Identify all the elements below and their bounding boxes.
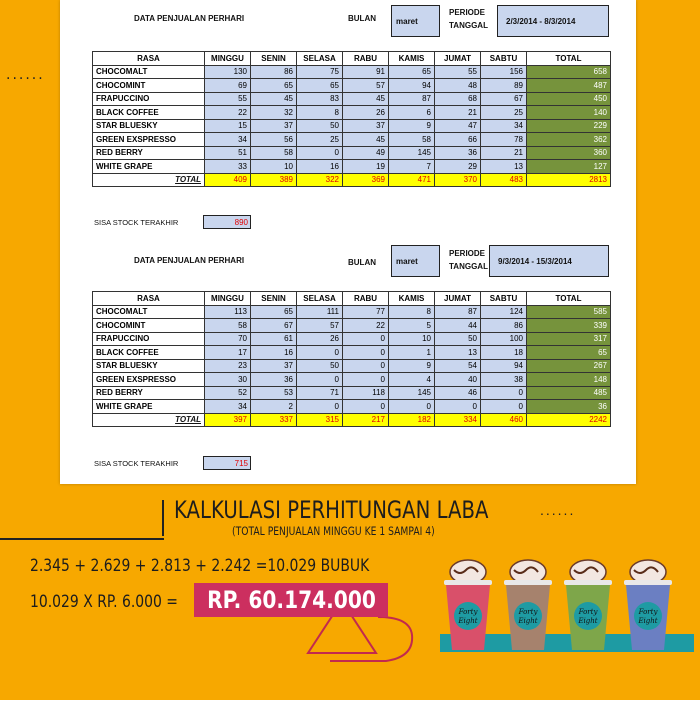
table2-stock-label: SISA STOCK TERAKHIR	[94, 459, 179, 468]
table1-title: DATA PENJUALAN PERHARI	[134, 14, 245, 23]
table1-cell[interactable]: 34	[205, 133, 251, 147]
table1-cell[interactable]: 57	[343, 79, 389, 93]
table2-cell[interactable]: 317	[527, 332, 611, 346]
table1-cell[interactable]: 87	[389, 92, 435, 106]
table1-cell[interactable]: 55	[205, 92, 251, 106]
table1-total-cell[interactable]: 369	[343, 173, 389, 187]
table2-cell[interactable]: 0	[435, 400, 481, 414]
logo-text-line2: Eight	[518, 617, 538, 625]
cup-lid	[504, 580, 552, 585]
table2-header-cell: MINGGU	[205, 292, 251, 306]
table2-bulan-value[interactable]: maret	[391, 245, 440, 277]
table2-cell[interactable]: 44	[435, 319, 481, 333]
table1-total-cell[interactable]: 483	[481, 173, 527, 187]
table1-row	[93, 79, 611, 93]
table2-cell[interactable]: 65	[527, 346, 611, 360]
table1-bulan-label: BULAN	[348, 14, 376, 23]
table2-cell[interactable]: 38	[481, 373, 527, 387]
table1-cell[interactable]: 65	[251, 79, 297, 93]
drink-cup-3	[564, 560, 612, 650]
table2-cell[interactable]: 2	[251, 400, 297, 414]
table1-cell[interactable]: 156	[481, 65, 527, 79]
table2-header-cell: KAMIS	[389, 292, 435, 306]
table2-header-cell: RASA	[93, 292, 205, 306]
table2-cell[interactable]: 585	[527, 305, 611, 319]
table2-bulan-label: BULAN	[348, 258, 376, 267]
table2-cell[interactable]: 124	[481, 305, 527, 319]
table2-cell[interactable]: 34	[205, 400, 251, 414]
left-dots-decoration: ......	[6, 67, 45, 83]
logo-text-line2: Eight	[638, 617, 658, 625]
table2-row	[93, 332, 611, 346]
table2-cell[interactable]: 61	[251, 332, 297, 346]
table1-cell[interactable]: 16	[297, 160, 343, 174]
table2-total-row	[93, 413, 611, 427]
kalkulasi-dots: ......	[540, 502, 576, 518]
table2-header-cell: SABTU	[481, 292, 527, 306]
table2-cell[interactable]: STAR BLUESKY	[93, 359, 205, 373]
table2-cell[interactable]: 10	[389, 332, 435, 346]
table2-cell[interactable]: 5	[389, 319, 435, 333]
table1-cell[interactable]: 33	[205, 160, 251, 174]
logo-text-line2: Eight	[578, 617, 598, 625]
cup-lid	[444, 580, 492, 585]
table2-total-cell[interactable]: 315	[297, 413, 343, 427]
table1-header-cell: SENIN	[251, 52, 297, 66]
table1-cell[interactable]: 140	[527, 106, 611, 120]
table2-cell[interactable]: 0	[297, 400, 343, 414]
table1-cell[interactable]: 360	[527, 146, 611, 160]
table2-cell[interactable]: 23	[205, 359, 251, 373]
table1-cell[interactable]: BLACK COFFEE	[93, 106, 205, 120]
table1-row	[93, 119, 611, 133]
table1-cell[interactable]: 22	[205, 106, 251, 120]
table1-cell[interactable]: 58	[389, 133, 435, 147]
table1-cell[interactable]: 8	[297, 106, 343, 120]
table1-periode-label-1: PERIODE	[449, 8, 486, 17]
table2-cell[interactable]: 54	[435, 359, 481, 373]
table2-cell[interactable]: 77	[343, 305, 389, 319]
table2-cell[interactable]: 4	[389, 373, 435, 387]
table1-cell[interactable]: 37	[251, 119, 297, 133]
table2-row	[93, 319, 611, 333]
table2-total-label: TOTAL	[93, 413, 205, 427]
table1-cell[interactable]: 0	[297, 146, 343, 160]
table2-total-cell[interactable]: 337	[251, 413, 297, 427]
table1-cell[interactable]: 19	[343, 160, 389, 174]
table1-cell[interactable]: 6	[389, 106, 435, 120]
table1-cell[interactable]: 658	[527, 65, 611, 79]
table2-row	[93, 359, 611, 373]
table2-row	[93, 305, 611, 319]
table1-cell[interactable]: 56	[251, 133, 297, 147]
table1-periode-label	[449, 6, 488, 32]
table1-cell[interactable]: 36	[435, 146, 481, 160]
forty-eight-logo	[634, 602, 662, 630]
logo-text-line1: Forty	[458, 608, 478, 616]
table1-cell[interactable]: 25	[297, 133, 343, 147]
table1-cell[interactable]: 145	[389, 146, 435, 160]
table1-cell[interactable]: 91	[343, 65, 389, 79]
table2-cell[interactable]: 94	[481, 359, 527, 373]
table1-header-cell: KAMIS	[389, 52, 435, 66]
table1-header-cell: JUMAT	[435, 52, 481, 66]
kalkulasi-underline	[0, 538, 164, 540]
table2-cell[interactable]: 0	[343, 346, 389, 360]
table1-total-cell[interactable]: 370	[435, 173, 481, 187]
table2-cell[interactable]: 145	[389, 386, 435, 400]
table1-cell[interactable]: 47	[435, 119, 481, 133]
cup-lid	[564, 580, 612, 585]
kalkulasi-result-text: RP. 60.174.000	[206, 586, 376, 614]
table1-cell[interactable]: 34	[481, 119, 527, 133]
kalkulasi-result	[194, 583, 388, 617]
kalkulasi-line1: 2.345 + 2.629 + 2.813 + 2.242 =10.029 BUBUK	[30, 556, 370, 576]
table1-total-row	[93, 173, 611, 187]
table2-cell[interactable]: 100	[481, 332, 527, 346]
table1-cell[interactable]: 130	[205, 65, 251, 79]
table2-cell[interactable]: 0	[343, 373, 389, 387]
table1-total-cell[interactable]: 2813	[527, 173, 611, 187]
table2-cell[interactable]: 113	[205, 305, 251, 319]
table2-sales	[92, 291, 611, 427]
table1-header-cell: RABU	[343, 52, 389, 66]
forty-eight-logo	[574, 602, 602, 630]
table1-stock-label: SISA STOCK TERAKHIR	[94, 218, 179, 227]
table2-total-cell[interactable]: 217	[343, 413, 389, 427]
table1-cell[interactable]: 45	[343, 133, 389, 147]
table1-cell[interactable]: 10	[251, 160, 297, 174]
drink-cup-1	[444, 560, 492, 650]
table2-cell[interactable]: 22	[343, 319, 389, 333]
table2-cell[interactable]: 71	[297, 386, 343, 400]
table1-cell[interactable]: 13	[481, 160, 527, 174]
kalkulasi-divider	[162, 500, 164, 536]
table1-cell[interactable]: 29	[435, 160, 481, 174]
table1-header-cell: MINGGU	[205, 52, 251, 66]
table1-cell[interactable]: 50	[297, 119, 343, 133]
kalkulasi-line2: 10.029 X RP. 6.000 =	[30, 592, 178, 612]
table2-cell[interactable]: 36	[527, 400, 611, 414]
table2-cell[interactable]: 0	[481, 400, 527, 414]
table2-cell[interactable]: 111	[297, 305, 343, 319]
table2-periode-label-2: TANGGAL	[449, 262, 488, 271]
table1-cell[interactable]: 45	[343, 92, 389, 106]
table1-cell[interactable]: 68	[435, 92, 481, 106]
drink-cup-2	[504, 560, 552, 650]
table2-cell[interactable]: BLACK COFFEE	[93, 346, 205, 360]
table2-total-cell[interactable]: 334	[435, 413, 481, 427]
table2-cell[interactable]: 267	[527, 359, 611, 373]
table1-cell[interactable]: 15	[205, 119, 251, 133]
table2-cell[interactable]: 0	[297, 373, 343, 387]
table1-periode-label-2: TANGGAL	[449, 21, 488, 30]
table2-row	[93, 386, 611, 400]
table2-header-cell: SELASA	[297, 292, 343, 306]
table1-cell[interactable]: 26	[343, 106, 389, 120]
cup-lid	[624, 580, 672, 585]
table1-cell[interactable]: 78	[481, 133, 527, 147]
table2-cell[interactable]: CHOCOMALT	[93, 305, 205, 319]
table2-periode-label	[449, 247, 488, 273]
table2-cell[interactable]: 0	[481, 386, 527, 400]
table2-cell[interactable]: 0	[343, 400, 389, 414]
table2-header-cell: TOTAL	[527, 292, 611, 306]
table1-cell[interactable]: FRAPUCCINO	[93, 92, 205, 106]
table1-cell[interactable]: RED BERRY	[93, 146, 205, 160]
table1-total-cell[interactable]: 322	[297, 173, 343, 187]
table1-cell[interactable]: 7	[389, 160, 435, 174]
table1-cell[interactable]: 94	[389, 79, 435, 93]
table2-cell[interactable]: 67	[251, 319, 297, 333]
table1-row	[93, 146, 611, 160]
table2-header-cell: RABU	[343, 292, 389, 306]
table2-row	[93, 400, 611, 414]
table1-cell[interactable]: 83	[297, 92, 343, 106]
table2-cell[interactable]: 0	[343, 359, 389, 373]
table1-cell[interactable]: 49	[343, 146, 389, 160]
table2-cell[interactable]: 65	[251, 305, 297, 319]
table2-cell[interactable]: 0	[343, 332, 389, 346]
table1-cell[interactable]: 37	[343, 119, 389, 133]
table1-cell[interactable]: CHOCOMALT	[93, 65, 205, 79]
table2-cell[interactable]: 0	[297, 346, 343, 360]
table1-bulan-value[interactable]: maret	[391, 5, 440, 37]
table1-row	[93, 106, 611, 120]
table1-row	[93, 92, 611, 106]
table1-cell[interactable]: 25	[481, 106, 527, 120]
table1-cell[interactable]: 51	[205, 146, 251, 160]
table2-cell[interactable]: 13	[435, 346, 481, 360]
table1-header-cell: SABTU	[481, 52, 527, 66]
table1-sales	[92, 51, 611, 187]
table2-header-cell: SENIN	[251, 292, 297, 306]
logo-text-line1: Forty	[638, 608, 658, 616]
table2-cell[interactable]: 50	[297, 359, 343, 373]
table2-cell[interactable]: 148	[527, 373, 611, 387]
table1-cell[interactable]: 66	[435, 133, 481, 147]
table1-header-cell: TOTAL	[527, 52, 611, 66]
table2-cell[interactable]: 485	[527, 386, 611, 400]
table1-periode-value[interactable]: 2/3/2014 - 8/3/2014	[497, 5, 609, 37]
table1-cell[interactable]: CHOCOMINT	[93, 79, 205, 93]
table1-cell[interactable]: 86	[251, 65, 297, 79]
table2-total-cell[interactable]: 397	[205, 413, 251, 427]
table2-cell[interactable]: 40	[435, 373, 481, 387]
table2-row	[93, 346, 611, 360]
table2-total-cell[interactable]: 182	[389, 413, 435, 427]
table1-cell[interactable]: 21	[481, 146, 527, 160]
drink-cups-image	[438, 558, 694, 658]
table2-cell[interactable]: FRAPUCCINO	[93, 332, 205, 346]
table1-total-label: TOTAL	[93, 173, 205, 187]
table1-cell[interactable]: 45	[251, 92, 297, 106]
table2-cell[interactable]: 17	[205, 346, 251, 360]
table2-cell[interactable]: 1	[389, 346, 435, 360]
table2-cell[interactable]: 30	[205, 373, 251, 387]
table2-cell[interactable]: 87	[435, 305, 481, 319]
table1-cell[interactable]: 55	[435, 65, 481, 79]
table2-total-cell[interactable]: 2242	[527, 413, 611, 427]
table2-row	[93, 373, 611, 387]
table2-header-cell: JUMAT	[435, 292, 481, 306]
table1-header-cell: SELASA	[297, 52, 343, 66]
table1-cell[interactable]: WHITE GRAPE	[93, 160, 205, 174]
table2-cell[interactable]: 53	[251, 386, 297, 400]
table2-periode-label-1: PERIODE	[449, 249, 486, 258]
logo-text-line2: Eight	[458, 617, 478, 625]
table1-cell[interactable]: 75	[297, 65, 343, 79]
table1-cell[interactable]: STAR BLUESKY	[93, 119, 205, 133]
table1-total-cell[interactable]: 471	[389, 173, 435, 187]
table1-cell[interactable]: 487	[527, 79, 611, 93]
table1-cell[interactable]: 450	[527, 92, 611, 106]
logo-text-line1: Forty	[518, 608, 538, 616]
table2-cell[interactable]: 70	[205, 332, 251, 346]
table2-cell[interactable]: GREEN EXSPRESSO	[93, 373, 205, 387]
table1-cell[interactable]: 48	[435, 79, 481, 93]
table1-row	[93, 65, 611, 79]
forty-eight-logo	[514, 602, 542, 630]
table1-cell[interactable]: 67	[481, 92, 527, 106]
table2-stock-value[interactable]: 715	[203, 456, 251, 470]
table2-cell[interactable]: 9	[389, 359, 435, 373]
table1-header-cell: RASA	[93, 52, 205, 66]
table2-cell[interactable]: WHITE GRAPE	[93, 400, 205, 414]
table2-cell[interactable]: CHOCOMINT	[93, 319, 205, 333]
table2-total-cell[interactable]: 460	[481, 413, 527, 427]
table1-cell[interactable]: 69	[205, 79, 251, 93]
table2-cell[interactable]: 58	[205, 319, 251, 333]
table2-cell[interactable]: 339	[527, 319, 611, 333]
table1-header-row	[93, 52, 611, 66]
table2-cell[interactable]: 0	[389, 400, 435, 414]
forty-eight-logo	[454, 602, 482, 630]
table2-cell[interactable]: 86	[481, 319, 527, 333]
table1-cell[interactable]: 21	[435, 106, 481, 120]
table2-cell[interactable]: 8	[389, 305, 435, 319]
table2-cell[interactable]: 50	[435, 332, 481, 346]
table1-stock-value[interactable]: 890	[203, 215, 251, 229]
table2-cell[interactable]: 26	[297, 332, 343, 346]
table2-periode-value[interactable]: 9/3/2014 - 15/3/2014	[489, 245, 609, 277]
table1-cell[interactable]: 58	[251, 146, 297, 160]
kalkulasi-subtitle: (TOTAL PENJUALAN MINGGU KE 1 SAMPAI 4)	[232, 524, 435, 538]
table2-cell[interactable]: 52	[205, 386, 251, 400]
drink-cup-4	[624, 560, 672, 650]
table1-row	[93, 160, 611, 174]
logo-text-line1: Forty	[578, 608, 598, 616]
table2-cell[interactable]: 16	[251, 346, 297, 360]
table1-row	[93, 133, 611, 147]
table1-cell[interactable]: 32	[251, 106, 297, 120]
table1-cell[interactable]: 9	[389, 119, 435, 133]
kalkulasi-title: KALKULASI PERHITUNGAN LABA	[174, 496, 489, 524]
table1-cell[interactable]: 65	[389, 65, 435, 79]
table1-cell[interactable]: 89	[481, 79, 527, 93]
table1-cell[interactable]: 65	[297, 79, 343, 93]
table1-cell[interactable]: 127	[527, 160, 611, 174]
table2-header-row	[93, 292, 611, 306]
table2-cell[interactable]: 118	[343, 386, 389, 400]
table2-cell[interactable]: 57	[297, 319, 343, 333]
table2-cell[interactable]: 36	[251, 373, 297, 387]
table1-cell[interactable]: GREEN EXSPRESSO	[93, 133, 205, 147]
table2-cell[interactable]: RED BERRY	[93, 386, 205, 400]
table2-title: DATA PENJUALAN PERHARI	[134, 256, 245, 265]
table1-cell[interactable]: 362	[527, 133, 611, 147]
table1-total-cell[interactable]: 409	[205, 173, 251, 187]
table2-cell[interactable]: 18	[481, 346, 527, 360]
table2-cell[interactable]: 46	[435, 386, 481, 400]
table1-cell[interactable]: 229	[527, 119, 611, 133]
table1-total-cell[interactable]: 389	[251, 173, 297, 187]
table2-cell[interactable]: 37	[251, 359, 297, 373]
